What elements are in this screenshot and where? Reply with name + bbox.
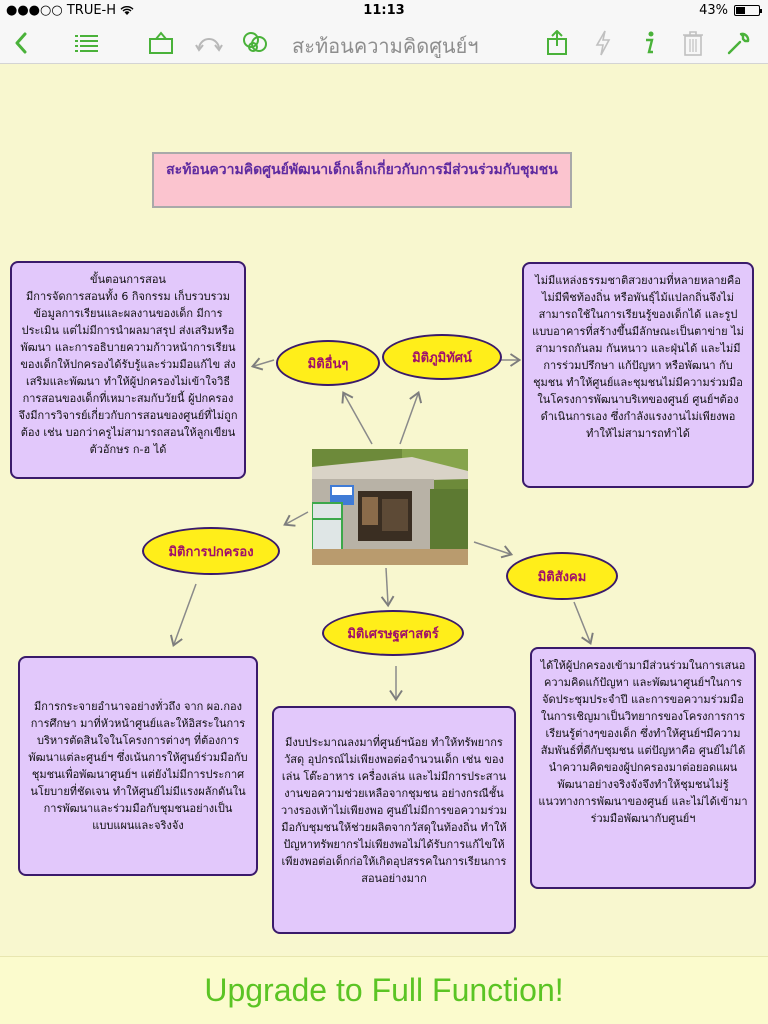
node-governance[interactable]: มิติการปกครอง [142, 527, 280, 575]
info-icon[interactable] [634, 28, 664, 58]
status-bar [0, 0, 768, 22]
battery-icon [734, 5, 760, 16]
arrow-to-governance [286, 512, 308, 524]
arrow-to-other [344, 394, 372, 444]
card-economic[interactable]: มีงบประมาณลงมาที่ศูนย์ฯน้อย ทำให้ทรัพยากร วัสดุ อุปกรณ์ไม่เพียงพอต่อจำนวนเด็ก เช่น ของเล่น โต๊ะอาหาร เครื่องเล่น และไม่มีการประสานงานขอความช่วยเหลือจากชุมชน อย่างกรณีชั้นวางรองเท้าไม่เพียงพอ ศูนย์ไม่มีการขอความร่วมมือกับชุมชนให้ช่วยผลิตจากวัสดุในท้องถิ่น ทำให้ปัญหาทรัพยากรไม่เพียงพอไม่ได้รับการแก้ไขให้เพียงพอต่อเด็กก่อให้เกิดอุปสรรคในการเรียนการสอนอย่างมาก [272, 706, 516, 934]
upgrade-banner-text[interactable]: Upgrade to Full Function! [204, 972, 564, 1008]
arrow-governance-to-card [174, 584, 196, 644]
undo-icon[interactable] [194, 28, 224, 58]
inbox-icon[interactable] [146, 28, 176, 58]
document-title: สะท้อนความคิดศูนย์ฯ [292, 34, 479, 58]
carrier-label: ●●●○○ TRUE-H [6, 3, 117, 18]
settings-wrench-icon[interactable] [724, 28, 754, 58]
trash-icon[interactable] [678, 28, 708, 58]
back-icon[interactable] [6, 28, 36, 58]
arrow-to-social [474, 542, 510, 554]
share-icon[interactable] [542, 28, 572, 58]
outline-list-icon[interactable] [72, 28, 102, 58]
upgrade-banner[interactable] [0, 956, 768, 1024]
arrow-social-to-card [574, 602, 590, 642]
node-social[interactable]: มิติสังคม [506, 552, 618, 600]
arrow-to-economic [386, 568, 388, 604]
card-landscape[interactable]: ไม่มีแหล่งธรรมชาติสวยงามที่หลายหลายคือ ไม่มีพืชท้องถิ่น หรือพันธุ์ไม้แปลกถิ่นจึงไม่สามารถใช้ในการเรียนรู้ของเด็กได้ และรูปแบบอาคารที่สร้างขึ้นมีลักษณะเป็นตาข่าย ไม่สามารถกันลม กันหนาว และฝุ่นได้ และไม่มีการร่วมปรึกษา แก้ปัญหา หรือพัฒนา กับชุมชน ทำให้ศูนย์และชุมชนไม่มีความร่วมมือในโครงการพัฒนาบริเทของศูนย์ ศูนย์ฯต้องดำเนินการเอง ซึ่งกำลังแรงงานไม่เพียงพอ ทำให้ไม่สามารถทำได้ [522, 262, 754, 488]
card-social[interactable]: ได้ให้ผู้ปกครองเข้ามามีส่วนร่วมในการเสนอความคิดแก้ปัญหา และพัฒนาศูนย์ฯในการจัดประชุมประจำปี และการขอความร่วมมือในการเชิญมาเป็นวิทยากรของโครงการการเรียนรู้ต่างๆของเด็ก ซึ่งทำให้ศูนย์ฯมีความสัมพันธ์ที่ดีกับชุมชน แต่ปัญหาคือ ศูนย์ไม่ได้นำความคิดของผู้ปกครองมาต่อยอดแผนพัฒนาอย่างจริงจังจึงทำให้ชุมชนไม่รู้แนวทางการพัฒนาของศูนย์ และไม่ได้เข้ามาร่วมมือพัฒนากับศูนย์ฯ [530, 647, 756, 889]
node-other[interactable]: มิติอื่นๆ [276, 340, 380, 386]
node-economic[interactable]: มิติเศรษฐศาสตร์ [322, 610, 464, 656]
clock: 11:13 [363, 3, 405, 18]
arrow-to-geography [400, 394, 418, 444]
card-teaching[interactable]: ขั้นตอนการสอน มีการจัดการสอนทั้ง 6 กิจกรรม เก็บรวบรวมข้อมูลการเรียนและผลงานของเด็ก มีการประเมิน แต่ไม่มีการนำผลมาสรุป ส่งเสริมหรือพัฒนา และการอธิบายความก้าวหน้าการเรียนของเด็กให้ปกครองได้รับรู้และร่วมมือแก้ไข ส่งเสริมและพัฒนา ทำให้ผู้ปกครองไม่เข้าใจวิธีการสอนของเด็กที่เหมาะสมกับวัยนี้ ผู้ปกครองจึงมีการวิจารย์เกี่ยวกับการสอนของศูนย์ที่ไม่ถูกต้อง เช่น บอกว่าครูไม่สามารถสอนให้ลูกเขียนตัวอักษร ก-ฮ ได้ [10, 261, 246, 479]
arrow-other-to-card [254, 360, 274, 366]
card-governance[interactable]: มีการกระจายอำนาจอย่างทั่วถึง จาก ผอ.กองการศึกษา มาที่หัวหน้าศูนย์และให้อิสระในการบริหารตัดสินใจในโครงการต่างๆ ที่ต้องการพัฒนาแต่ละศูนย์ฯ ซึ่งเน้นการให้ศูนย์ร่วมมือกับชุมชนเพื่อพัฒนาศูนย์ฯ แต่ยังไม่มีการประกาศนโยบายที่ชัดเจน ทำให้ศูนย์ไม่มีแรงผลักดันในการพัฒนาและร่วมมือกับชุมชนอย่างเป็นแบบแผนและจริงจัง [18, 656, 258, 876]
toolbar [0, 22, 768, 64]
mindmap-canvas[interactable] [0, 64, 768, 956]
child-center-building-image [312, 449, 468, 565]
battery-indicator [699, 3, 760, 18]
center-photo[interactable] [312, 449, 468, 565]
style-icon[interactable] [240, 28, 270, 58]
battery-percent: 43% [699, 3, 728, 18]
mindmap-title[interactable]: สะท้อนความคิดศูนย์พัฒนาเด็กเล็กเกี่ยวกับการมีส่วนร่วมกับชุมชน [152, 152, 572, 208]
flash-icon[interactable] [588, 28, 618, 58]
node-geography[interactable]: มิติภูมิทัศน์ [382, 334, 502, 380]
